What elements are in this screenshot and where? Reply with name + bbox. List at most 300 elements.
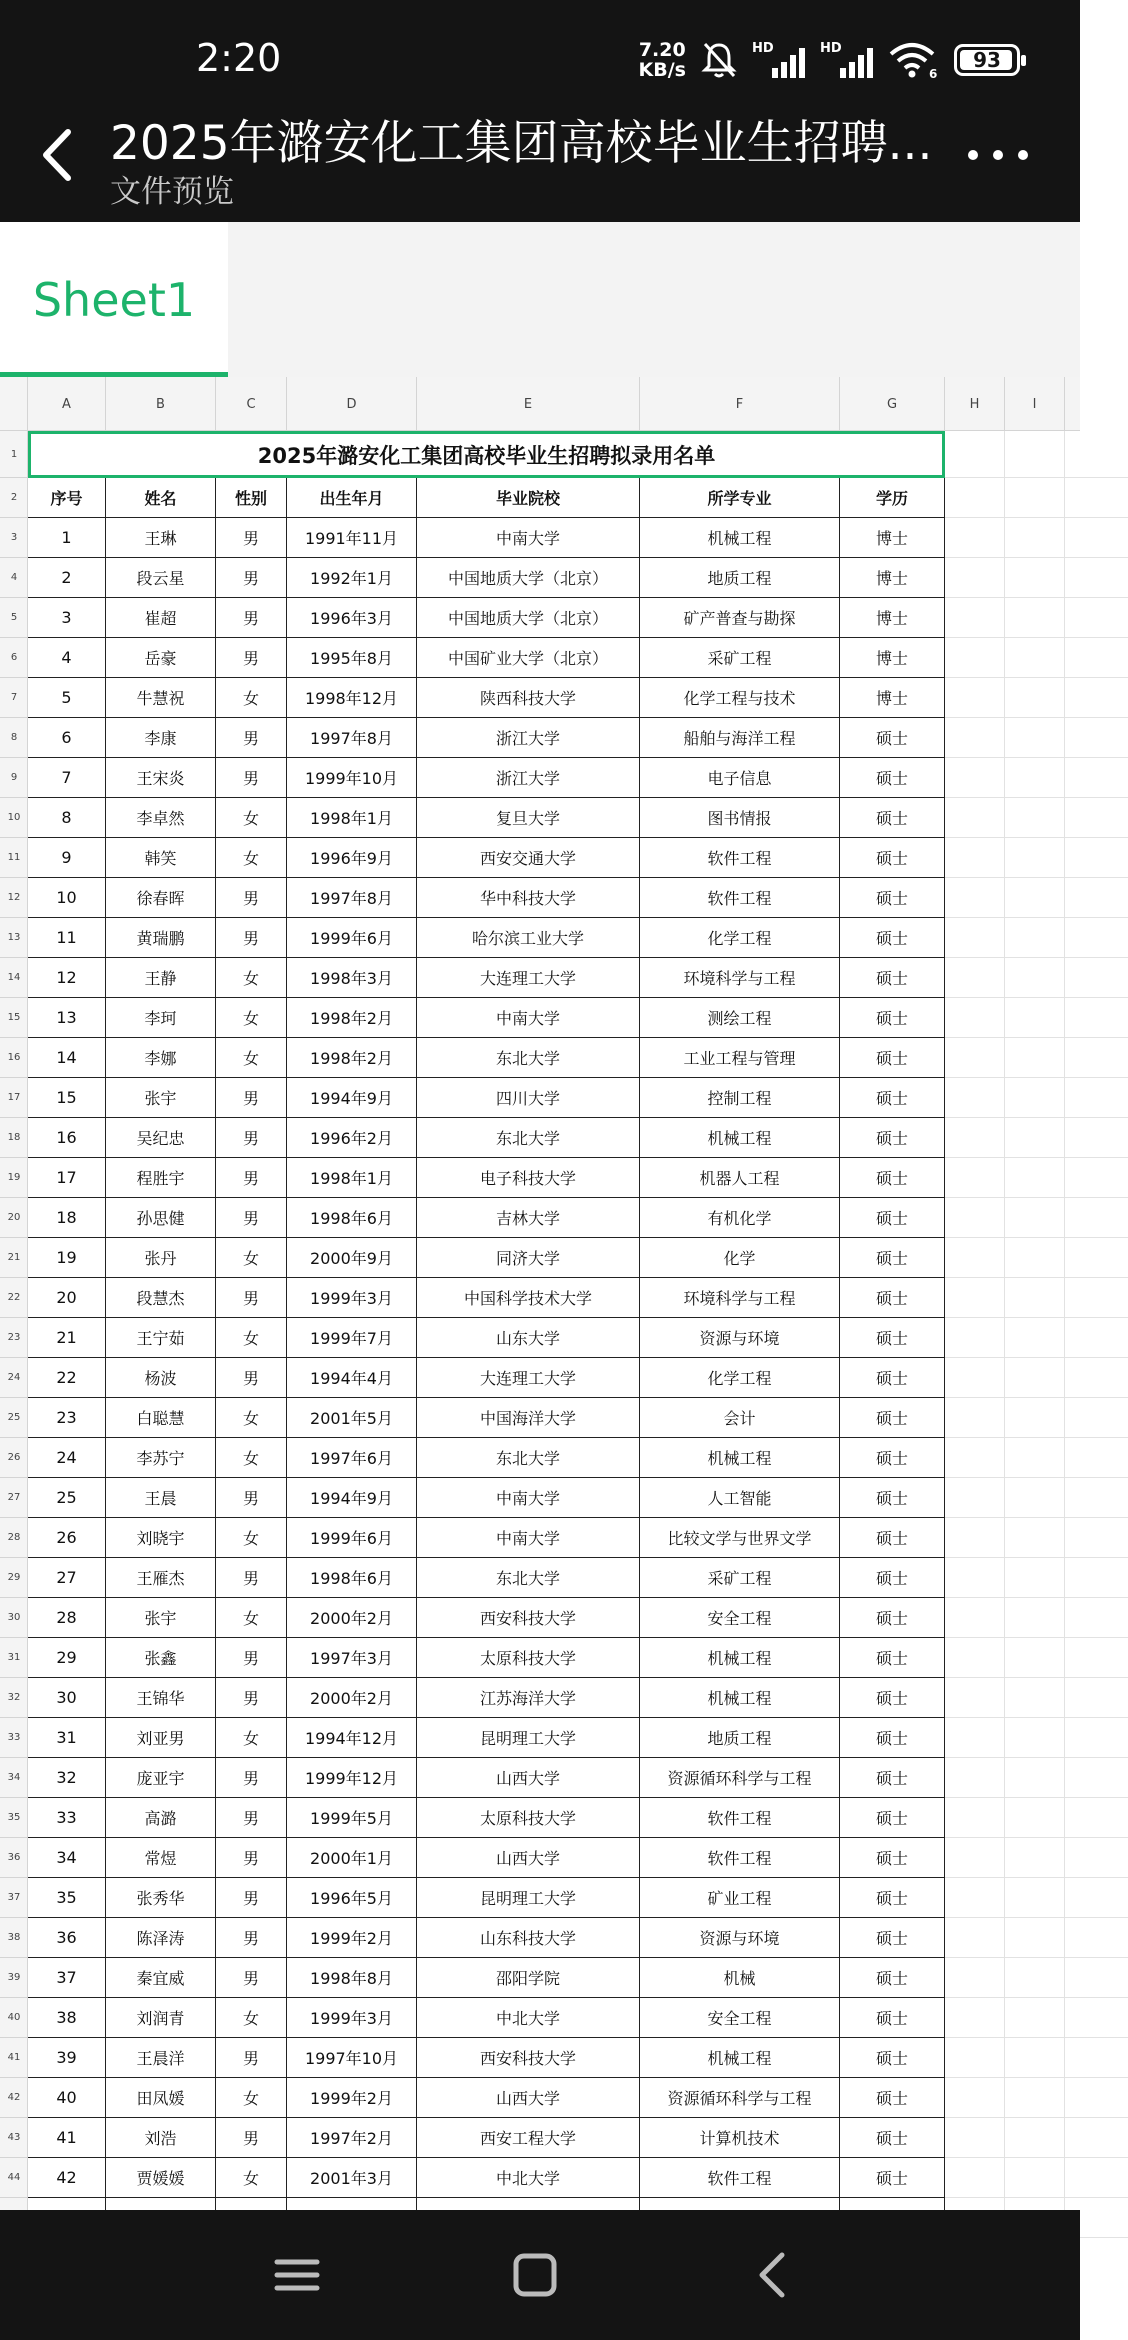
table-cell[interactable]: 22 — [28, 1358, 106, 1398]
table-cell[interactable]: 测绘工程 — [640, 998, 840, 1038]
table-cell[interactable]: 机械工程 — [640, 2038, 840, 2078]
table-cell[interactable]: 环境科学与工程 — [640, 1278, 840, 1318]
table-cell[interactable]: 博士 — [840, 558, 945, 598]
table-cell[interactable]: 矿产普查与勘探 — [640, 598, 840, 638]
table-cell[interactable]: 1997年8月 — [287, 718, 417, 758]
table-cell[interactable]: 4 — [28, 638, 106, 678]
table-cell[interactable]: 高潞 — [106, 1798, 216, 1838]
back-arrow-icon[interactable] — [30, 120, 90, 190]
table-cell[interactable]: 华中科技大学 — [417, 878, 640, 918]
table-cell[interactable]: 29 — [28, 1638, 106, 1678]
table-cell[interactable]: 王晨 — [106, 1478, 216, 1518]
table-cell[interactable]: 机械 — [640, 1958, 840, 1998]
table-cell[interactable]: 硕士 — [840, 1958, 945, 1998]
table-cell[interactable]: 硕士 — [840, 958, 945, 998]
table-cell[interactable]: 硕士 — [840, 2118, 945, 2158]
table-cell[interactable]: 1999年3月 — [287, 1278, 417, 1318]
row-header-23[interactable]: 23 — [0, 1318, 28, 1358]
table-cell[interactable]: 1999年2月 — [287, 1918, 417, 1958]
table-cell[interactable]: 王宋炎 — [106, 758, 216, 798]
table-cell[interactable]: 1999年2月 — [287, 2078, 417, 2118]
table-cell[interactable]: 安全工程 — [640, 1998, 840, 2038]
table-cell[interactable]: 37 — [28, 1958, 106, 1998]
table-cell[interactable]: 大连理工大学 — [417, 1358, 640, 1398]
table-cell[interactable]: 1997年6月 — [287, 1438, 417, 1478]
table-cell[interactable]: 女 — [216, 1998, 287, 2038]
table-cell[interactable]: 有机化学 — [640, 1198, 840, 1238]
table-cell[interactable]: 女 — [216, 1598, 287, 1638]
table-cell[interactable]: 李珂 — [106, 998, 216, 1038]
column-header-b[interactable]: B — [106, 377, 216, 431]
table-cell[interactable]: 软件工程 — [640, 1838, 840, 1878]
table-cell[interactable]: 1997年10月 — [287, 2038, 417, 2078]
table-cell[interactable]: 硕士 — [840, 1678, 945, 1718]
table-cell[interactable]: 李苏宁 — [106, 1438, 216, 1478]
table-cell[interactable]: 女 — [216, 2158, 287, 2198]
table-cell[interactable]: 张丹 — [106, 1238, 216, 1278]
table-cell[interactable]: 34 — [28, 1838, 106, 1878]
table-cell[interactable]: 秦宜威 — [106, 1958, 216, 1998]
table-cell[interactable]: 1998年6月 — [287, 1198, 417, 1238]
table-cell[interactable]: 刘浩 — [106, 2118, 216, 2158]
table-cell[interactable]: 男 — [216, 1678, 287, 1718]
table-cell[interactable]: 吴纪忠 — [106, 1118, 216, 1158]
table-cell[interactable]: 男 — [216, 1838, 287, 1878]
table-cell[interactable]: 硕士 — [840, 1638, 945, 1678]
table-cell[interactable]: 韩笑 — [106, 838, 216, 878]
row-header-31[interactable]: 31 — [0, 1638, 28, 1678]
table-cell[interactable]: 女 — [216, 1318, 287, 1358]
table-cell[interactable]: 硕士 — [840, 1558, 945, 1598]
table-cell[interactable]: 张鑫 — [106, 1638, 216, 1678]
table-cell[interactable]: 李娜 — [106, 1038, 216, 1078]
table-cell[interactable]: 男 — [216, 1358, 287, 1398]
table-cell[interactable]: 男 — [216, 1198, 287, 1238]
table-cell[interactable]: 35 — [28, 1878, 106, 1918]
table-cell[interactable]: 邵阳学院 — [417, 1958, 640, 1998]
table-cell[interactable]: 段云星 — [106, 558, 216, 598]
table-cell[interactable]: 1995年8月 — [287, 638, 417, 678]
row-header-36[interactable]: 36 — [0, 1838, 28, 1878]
table-header-cell[interactable]: 性别 — [216, 478, 287, 518]
row-header-12[interactable]: 12 — [0, 878, 28, 918]
table-cell[interactable]: 1999年10月 — [287, 758, 417, 798]
table-cell[interactable]: 硕士 — [840, 1438, 945, 1478]
table-cell[interactable]: 船舶与海洋工程 — [640, 718, 840, 758]
table-cell[interactable]: 1999年5月 — [287, 1798, 417, 1838]
table-cell[interactable]: 男 — [216, 1078, 287, 1118]
table-cell[interactable]: 男 — [216, 1958, 287, 1998]
table-cell[interactable]: 1997年3月 — [287, 1638, 417, 1678]
table-cell[interactable]: 机械工程 — [640, 1638, 840, 1678]
table-cell[interactable]: 硕士 — [840, 1718, 945, 1758]
table-cell[interactable]: 1998年1月 — [287, 1158, 417, 1198]
table-cell[interactable]: 山东科技大学 — [417, 1918, 640, 1958]
row-header-2[interactable]: 2 — [0, 478, 28, 518]
table-cell[interactable]: 中国矿业大学（北京） — [417, 638, 640, 678]
table-cell[interactable]: 男 — [216, 598, 287, 638]
table-cell[interactable]: 岳豪 — [106, 638, 216, 678]
table-cell[interactable]: 西安工程大学 — [417, 2118, 640, 2158]
table-cell[interactable]: 男 — [216, 558, 287, 598]
table-cell[interactable]: 33 — [28, 1798, 106, 1838]
table-cell[interactable]: 山西大学 — [417, 2078, 640, 2118]
menu-icon[interactable] — [262, 2240, 332, 2310]
table-cell[interactable]: 山东大学 — [417, 1318, 640, 1358]
table-cell[interactable]: 东北大学 — [417, 1558, 640, 1598]
table-cell[interactable]: 硕士 — [840, 1118, 945, 1158]
table-cell[interactable]: 硕士 — [840, 918, 945, 958]
table-cell[interactable]: 机械工程 — [640, 1118, 840, 1158]
table-cell[interactable]: 3 — [28, 598, 106, 638]
table-cell[interactable]: 1998年12月 — [287, 678, 417, 718]
table-cell[interactable]: 硕士 — [840, 1478, 945, 1518]
row-header-30[interactable]: 30 — [0, 1598, 28, 1638]
table-cell[interactable]: 女 — [216, 1518, 287, 1558]
table-cell[interactable]: 矿业工程 — [640, 1878, 840, 1918]
table-cell[interactable]: 硕士 — [840, 1598, 945, 1638]
tab-sheet1[interactable]: Sheet1 — [0, 222, 228, 377]
table-cell[interactable]: 地质工程 — [640, 558, 840, 598]
spreadsheet-grid[interactable] — [0, 377, 1080, 2210]
table-cell[interactable]: 大连理工大学 — [417, 958, 640, 998]
table-cell[interactable]: 中国地质大学（北京） — [417, 598, 640, 638]
back-icon[interactable] — [738, 2240, 808, 2310]
table-cell[interactable]: 15 — [28, 1078, 106, 1118]
row-header-11[interactable]: 11 — [0, 838, 28, 878]
table-cell[interactable]: 白聪慧 — [106, 1398, 216, 1438]
table-cell[interactable]: 崔超 — [106, 598, 216, 638]
row-header-5[interactable]: 5 — [0, 598, 28, 638]
select-all-corner[interactable] — [0, 377, 28, 431]
table-cell[interactable]: 1996年2月 — [287, 1118, 417, 1158]
table-cell[interactable]: 男 — [216, 918, 287, 958]
column-header-e[interactable]: E — [417, 377, 640, 431]
table-header-cell[interactable]: 序号 — [28, 478, 106, 518]
table-cell[interactable]: 同济大学 — [417, 1238, 640, 1278]
row-header-32[interactable]: 32 — [0, 1678, 28, 1718]
row-header-7[interactable]: 7 — [0, 678, 28, 718]
table-cell[interactable]: 太原科技大学 — [417, 1638, 640, 1678]
row-header-17[interactable]: 17 — [0, 1078, 28, 1118]
table-cell[interactable]: 杨波 — [106, 1358, 216, 1398]
table-cell[interactable]: 控制工程 — [640, 1078, 840, 1118]
table-cell[interactable]: 硕士 — [840, 1198, 945, 1238]
row-header-14[interactable]: 14 — [0, 958, 28, 998]
table-cell[interactable]: 男 — [216, 1558, 287, 1598]
table-cell[interactable]: 中北大学 — [417, 1998, 640, 2038]
table-cell[interactable]: 31 — [28, 1718, 106, 1758]
table-cell[interactable]: 1999年12月 — [287, 1758, 417, 1798]
row-header-22[interactable]: 22 — [0, 1278, 28, 1318]
table-cell[interactable]: 西安科技大学 — [417, 1598, 640, 1638]
table-cell[interactable]: 21 — [28, 1318, 106, 1358]
table-cell[interactable]: 7 — [28, 758, 106, 798]
table-cell[interactable]: 硕士 — [840, 838, 945, 878]
table-cell[interactable]: 男 — [216, 1478, 287, 1518]
table-cell[interactable]: 20 — [28, 1278, 106, 1318]
table-cell[interactable]: 1999年6月 — [287, 918, 417, 958]
table-cell[interactable]: 1996年9月 — [287, 838, 417, 878]
table-cell[interactable]: 硕士 — [840, 2078, 945, 2118]
table-cell[interactable]: 东北大学 — [417, 1118, 640, 1158]
table-cell[interactable]: 32 — [28, 1758, 106, 1798]
table-cell[interactable]: 李康 — [106, 718, 216, 758]
table-cell[interactable]: 博士 — [840, 598, 945, 638]
table-cell[interactable]: 东北大学 — [417, 1438, 640, 1478]
column-header-c[interactable]: C — [216, 377, 287, 431]
row-header-38[interactable]: 38 — [0, 1918, 28, 1958]
table-cell[interactable]: 1999年7月 — [287, 1318, 417, 1358]
table-cell[interactable]: 1994年9月 — [287, 1078, 417, 1118]
table-cell[interactable]: 36 — [28, 1918, 106, 1958]
table-cell[interactable]: 昆明理工大学 — [417, 1718, 640, 1758]
table-cell[interactable]: 采矿工程 — [640, 638, 840, 678]
table-cell[interactable]: 工业工程与管理 — [640, 1038, 840, 1078]
table-cell[interactable]: 硕士 — [840, 1038, 945, 1078]
row-header-15[interactable]: 15 — [0, 998, 28, 1038]
table-cell[interactable]: 西安科技大学 — [417, 2038, 640, 2078]
table-cell[interactable]: 女 — [216, 1238, 287, 1278]
table-cell[interactable]: 中国科学技术大学 — [417, 1278, 640, 1318]
table-cell[interactable]: 1992年1月 — [287, 558, 417, 598]
table-cell[interactable]: 女 — [216, 958, 287, 998]
table-cell[interactable]: 化学工程与技术 — [640, 678, 840, 718]
table-cell[interactable]: 9 — [28, 838, 106, 878]
table-title[interactable]: 2025年潞安化工集团高校毕业生招聘拟录用名单 — [28, 431, 945, 478]
table-cell[interactable]: 1997年2月 — [287, 2118, 417, 2158]
table-cell[interactable]: 刘亚男 — [106, 1718, 216, 1758]
table-cell[interactable]: 30 — [28, 1678, 106, 1718]
table-cell[interactable]: 王琳 — [106, 518, 216, 558]
table-cell[interactable]: 软件工程 — [640, 878, 840, 918]
table-cell[interactable]: 浙江大学 — [417, 758, 640, 798]
table-cell[interactable]: 浙江大学 — [417, 718, 640, 758]
table-cell[interactable]: 机械工程 — [640, 518, 840, 558]
table-cell[interactable]: 陕西科技大学 — [417, 678, 640, 718]
row-header-13[interactable]: 13 — [0, 918, 28, 958]
table-cell[interactable]: 四川大学 — [417, 1078, 640, 1118]
table-cell[interactable]: 男 — [216, 1918, 287, 1958]
table-cell[interactable]: 田凤媛 — [106, 2078, 216, 2118]
table-cell[interactable]: 1991年11月 — [287, 518, 417, 558]
row-header-29[interactable]: 29 — [0, 1558, 28, 1598]
row-header-19[interactable]: 19 — [0, 1158, 28, 1198]
table-cell[interactable]: 女 — [216, 1398, 287, 1438]
table-cell[interactable]: 硕士 — [840, 2038, 945, 2078]
table-cell[interactable]: 11 — [28, 918, 106, 958]
table-cell[interactable]: 24 — [28, 1438, 106, 1478]
row-header-21[interactable]: 21 — [0, 1238, 28, 1278]
table-cell[interactable]: 化学工程 — [640, 1358, 840, 1398]
table-cell[interactable]: 庞亚宇 — [106, 1758, 216, 1798]
column-header-g[interactable]: G — [840, 377, 945, 431]
table-cell[interactable]: 资源与环境 — [640, 1318, 840, 1358]
table-cell[interactable]: 张宇 — [106, 1078, 216, 1118]
table-cell[interactable]: 14 — [28, 1038, 106, 1078]
table-cell[interactable]: 硕士 — [840, 1998, 945, 2038]
table-cell[interactable]: 女 — [216, 1718, 287, 1758]
table-cell[interactable]: 男 — [216, 1638, 287, 1678]
table-cell[interactable]: 常煜 — [106, 1838, 216, 1878]
table-cell[interactable]: 资源循环科学与工程 — [640, 1758, 840, 1798]
table-cell[interactable]: 环境科学与工程 — [640, 958, 840, 998]
table-header-cell[interactable]: 姓名 — [106, 478, 216, 518]
table-cell[interactable]: 刘晓宇 — [106, 1518, 216, 1558]
table-cell[interactable]: 化学 — [640, 1238, 840, 1278]
row-header-25[interactable]: 25 — [0, 1398, 28, 1438]
table-cell[interactable]: 人工智能 — [640, 1478, 840, 1518]
table-cell[interactable]: 10 — [28, 878, 106, 918]
row-header-42[interactable]: 42 — [0, 2078, 28, 2118]
row-header-33[interactable]: 33 — [0, 1718, 28, 1758]
table-cell[interactable]: 硕士 — [840, 1238, 945, 1278]
row-header-4[interactable]: 4 — [0, 558, 28, 598]
table-cell[interactable]: 8 — [28, 798, 106, 838]
table-cell[interactable]: 1996年3月 — [287, 598, 417, 638]
table-cell[interactable]: 1999年6月 — [287, 1518, 417, 1558]
table-cell[interactable]: 硕士 — [840, 1398, 945, 1438]
table-cell[interactable]: 王雁杰 — [106, 1558, 216, 1598]
table-cell[interactable]: 女 — [216, 678, 287, 718]
table-cell[interactable]: 1 — [28, 518, 106, 558]
table-cell[interactable]: 硕士 — [840, 718, 945, 758]
table-cell[interactable]: 2000年2月 — [287, 1598, 417, 1638]
more-options-button[interactable] — [968, 130, 1028, 180]
table-cell[interactable]: 1997年8月 — [287, 878, 417, 918]
table-cell[interactable]: 男 — [216, 1798, 287, 1838]
table-cell[interactable]: 中北大学 — [417, 2158, 640, 2198]
table-cell[interactable]: 资源与环境 — [640, 1918, 840, 1958]
row-header-43[interactable]: 43 — [0, 2118, 28, 2158]
table-header-cell[interactable]: 毕业院校 — [417, 478, 640, 518]
row-header-18[interactable]: 18 — [0, 1118, 28, 1158]
table-cell[interactable]: 中国海洋大学 — [417, 1398, 640, 1438]
row-header-10[interactable]: 10 — [0, 798, 28, 838]
table-cell[interactable]: 40 — [28, 2078, 106, 2118]
table-cell[interactable]: 2001年3月 — [287, 2158, 417, 2198]
table-cell[interactable]: 男 — [216, 878, 287, 918]
table-cell[interactable]: 王锦华 — [106, 1678, 216, 1718]
column-header-d[interactable]: D — [287, 377, 417, 431]
table-cell[interactable]: 2000年1月 — [287, 1838, 417, 1878]
table-cell[interactable]: 江苏海洋大学 — [417, 1678, 640, 1718]
table-cell[interactable]: 男 — [216, 1118, 287, 1158]
row-header-41[interactable]: 41 — [0, 2038, 28, 2078]
table-cell[interactable]: 昆明理工大学 — [417, 1878, 640, 1918]
table-cell[interactable]: 中南大学 — [417, 518, 640, 558]
table-cell[interactable]: 1996年5月 — [287, 1878, 417, 1918]
table-cell[interactable]: 1994年9月 — [287, 1478, 417, 1518]
table-cell[interactable]: 硕士 — [840, 1318, 945, 1358]
table-cell[interactable]: 硕士 — [840, 2158, 945, 2198]
table-cell[interactable]: 程胜宇 — [106, 1158, 216, 1198]
table-cell[interactable]: 吉林大学 — [417, 1198, 640, 1238]
table-cell[interactable]: 陈泽涛 — [106, 1918, 216, 1958]
table-cell[interactable]: 硕士 — [840, 798, 945, 838]
row-header-28[interactable]: 28 — [0, 1518, 28, 1558]
table-cell[interactable]: 硕士 — [840, 878, 945, 918]
table-cell[interactable]: 1994年12月 — [287, 1718, 417, 1758]
table-cell[interactable]: 38 — [28, 1998, 106, 2038]
table-cell[interactable]: 5 — [28, 678, 106, 718]
row-header-40[interactable]: 40 — [0, 1998, 28, 2038]
table-cell[interactable]: 1998年1月 — [287, 798, 417, 838]
row-header-9[interactable]: 9 — [0, 758, 28, 798]
table-cell[interactable]: 资源循环科学与工程 — [640, 2078, 840, 2118]
table-cell[interactable]: 男 — [216, 638, 287, 678]
table-cell[interactable]: 1994年4月 — [287, 1358, 417, 1398]
table-cell[interactable]: 27 — [28, 1558, 106, 1598]
table-cell[interactable]: 硕士 — [840, 1918, 945, 1958]
table-cell[interactable]: 25 — [28, 1478, 106, 1518]
table-header-cell[interactable]: 出生年月 — [287, 478, 417, 518]
table-cell[interactable]: 男 — [216, 718, 287, 758]
table-cell[interactable]: 2000年2月 — [287, 1678, 417, 1718]
table-cell[interactable]: 1998年6月 — [287, 1558, 417, 1598]
table-cell[interactable]: 硕士 — [840, 998, 945, 1038]
table-cell[interactable]: 19 — [28, 1238, 106, 1278]
table-cell[interactable]: 硕士 — [840, 1878, 945, 1918]
row-header-27[interactable]: 27 — [0, 1478, 28, 1518]
table-cell[interactable]: 采矿工程 — [640, 1558, 840, 1598]
table-cell[interactable]: 17 — [28, 1158, 106, 1198]
table-cell[interactable]: 徐春晖 — [106, 878, 216, 918]
row-header-35[interactable]: 35 — [0, 1798, 28, 1838]
table-cell[interactable]: 中南大学 — [417, 1518, 640, 1558]
table-cell[interactable]: 贾媛媛 — [106, 2158, 216, 2198]
table-cell[interactable]: 41 — [28, 2118, 106, 2158]
table-cell[interactable]: 男 — [216, 1878, 287, 1918]
column-header-h[interactable]: H — [945, 377, 1005, 431]
table-cell[interactable]: 女 — [216, 998, 287, 1038]
table-cell[interactable]: 硕士 — [840, 1838, 945, 1878]
table-cell[interactable]: 男 — [216, 2038, 287, 2078]
column-header-f[interactable]: F — [640, 377, 840, 431]
table-cell[interactable]: 山西大学 — [417, 1758, 640, 1798]
table-cell[interactable]: 机械工程 — [640, 1678, 840, 1718]
table-cell[interactable]: 图书情报 — [640, 798, 840, 838]
table-cell[interactable]: 王宁茹 — [106, 1318, 216, 1358]
table-cell[interactable]: 12 — [28, 958, 106, 998]
table-cell[interactable]: 电子信息 — [640, 758, 840, 798]
table-cell[interactable]: 硕士 — [840, 1078, 945, 1118]
table-cell[interactable]: 28 — [28, 1598, 106, 1638]
table-cell[interactable]: 博士 — [840, 638, 945, 678]
table-cell[interactable]: 39 — [28, 2038, 106, 2078]
table-cell[interactable]: 硕士 — [840, 1798, 945, 1838]
table-cell[interactable]: 13 — [28, 998, 106, 1038]
table-cell[interactable]: 王晨洋 — [106, 2038, 216, 2078]
row-header-3[interactable]: 3 — [0, 518, 28, 558]
table-cell[interactable]: 复旦大学 — [417, 798, 640, 838]
table-cell[interactable]: 山西大学 — [417, 1838, 640, 1878]
table-cell[interactable]: 1998年8月 — [287, 1958, 417, 1998]
table-cell[interactable]: 男 — [216, 2118, 287, 2158]
table-cell[interactable]: 中南大学 — [417, 998, 640, 1038]
table-cell[interactable]: 硕士 — [840, 1758, 945, 1798]
table-cell[interactable]: 刘润青 — [106, 1998, 216, 2038]
column-header-i[interactable]: I — [1005, 377, 1065, 431]
row-header-44[interactable]: 44 — [0, 2158, 28, 2198]
table-cell[interactable]: 软件工程 — [640, 1798, 840, 1838]
table-cell[interactable]: 王静 — [106, 958, 216, 998]
table-cell[interactable]: 会计 — [640, 1398, 840, 1438]
table-cell[interactable]: 中国地质大学（北京） — [417, 558, 640, 598]
table-cell[interactable]: 1998年3月 — [287, 958, 417, 998]
table-cell[interactable]: 软件工程 — [640, 2158, 840, 2198]
table-cell[interactable]: 女 — [216, 2078, 287, 2118]
